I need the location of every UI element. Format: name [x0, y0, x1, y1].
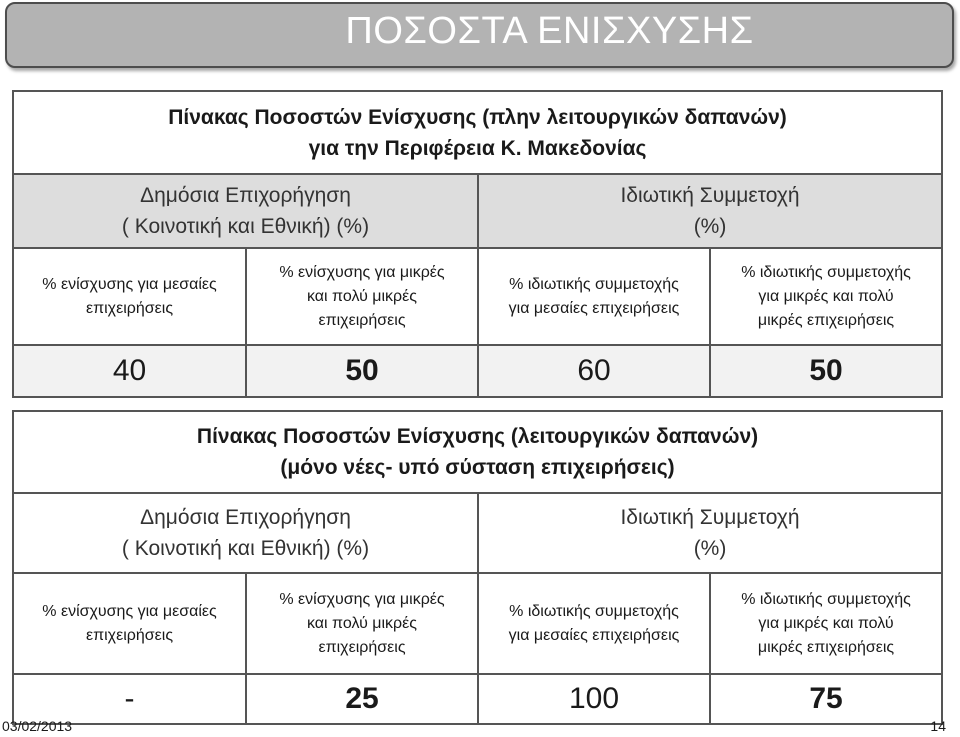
slide-title: ΠΟΣΟΣΤΑ ΕΝΙΣΧΥΣΗΣ [345, 10, 754, 52]
table2-value-medium-private: 100 [478, 674, 710, 724]
table1-value-small-private: 50 [710, 345, 942, 397]
table1-private-line1: Ιδιωτική Συμμετοχή [620, 184, 800, 207]
table1-private-header [478, 174, 942, 248]
table2-col1-line2: επιχειρήσεις [85, 626, 174, 644]
table1-value-small-aid: 50 [246, 345, 478, 397]
table1-col2-line2: και πολύ μικρές [307, 287, 417, 305]
table1-col1-line1: % ενίσχυσης για μεσαίες [42, 275, 217, 293]
table2-col1-line1: % ενίσχυσης για μεσαίες [42, 602, 217, 620]
page-number: 14 [930, 718, 946, 734]
table2-col4-line2: για μικρές και πολύ [758, 614, 894, 632]
table1-col1-line2: επιχειρήσεις [85, 299, 174, 317]
aid-rates-table-general [12, 90, 943, 398]
table1-public-line1: Δημόσια Επιχορήγηση [140, 184, 351, 207]
table1-col2-line3: επιχειρήσεις [318, 311, 406, 329]
table2-col-small-private [710, 573, 942, 674]
table1-col-medium-aid [13, 248, 246, 345]
table2-col4-line3: μικρές επιχειρήσεις [757, 638, 895, 656]
table1-value-medium-private: 60 [478, 345, 710, 397]
table1-public-line2: ( Κοινοτική και Εθνική) (%) [121, 215, 370, 238]
table1-col4-line3: μικρές επιχειρήσεις [757, 311, 895, 329]
table2-value-small-private: 75 [710, 674, 942, 724]
table1-caption [13, 91, 942, 174]
table2-value-small-aid: 25 [246, 674, 478, 724]
table2-col-medium-aid [13, 573, 246, 674]
table2-col2-line3: επιχειρήσεις [318, 638, 406, 656]
table1-col2-line1: % ενίσχυσης για μικρές [279, 263, 445, 281]
table2-caption-line2: (μόνο νέες- υπό σύσταση επιχειρήσεις) [280, 456, 675, 479]
table2-col2-line1: % ενίσχυσης για μικρές [279, 590, 445, 608]
table2-private-line1: Ιδιωτική Συμμετοχή [620, 506, 800, 529]
table2-col4-line1: % ιδιωτικής συμμετοχής [741, 590, 911, 608]
table1-col-small-private [710, 248, 942, 345]
table2-value-medium-aid: - [13, 674, 246, 724]
table1-col4-line2: για μικρές και πολύ [758, 287, 894, 305]
table2-col3-line2: για μεσαίες επιχειρήσεις [508, 626, 680, 644]
table2-private-header [478, 493, 942, 573]
table1-value-medium-aid: 40 [13, 345, 246, 397]
table2-private-line2: (%) [693, 537, 727, 560]
table1-public-header [13, 174, 478, 248]
title-bar [5, 2, 954, 68]
table1-col3-line2: για μεσαίες επιχειρήσεις [508, 299, 680, 317]
table2-public-header [13, 493, 478, 573]
table1-private-line2: (%) [693, 215, 727, 238]
table2-col-medium-private [478, 573, 710, 674]
table2-col-small-aid [246, 573, 478, 674]
table2-col3-line1: % ιδιωτικής συμμετοχής [509, 602, 679, 620]
table1-caption-line2: για την Περιφέρεια Κ. Μακεδονίας [308, 136, 647, 160]
table1-col-small-aid [246, 248, 478, 345]
aid-rates-table-operating [12, 410, 943, 725]
table2-public-line1: Δημόσια Επιχορήγηση [140, 506, 351, 529]
footer-date: 03/02/2013 [2, 718, 73, 734]
table2-col2-line2: και πολύ μικρές [307, 614, 417, 632]
table1-caption-line1: Πίνακας Ποσοστών Ενίσχυσης (πλην λειτουργικών δαπανών) [168, 105, 787, 129]
table2-public-line2: ( Κοινοτική και Εθνική) (%) [121, 537, 370, 560]
table1-col4-line1: % ιδιωτικής συμμετοχής [741, 263, 911, 281]
table2-caption-line1: Πίνακας Ποσοστών Ενίσχυσης (λειτουργικών δαπανών) [196, 425, 759, 448]
table1-col-medium-private [478, 248, 710, 345]
table1-col3-line1: % ιδιωτικής συμμετοχής [509, 275, 679, 293]
table2-caption [13, 411, 942, 493]
